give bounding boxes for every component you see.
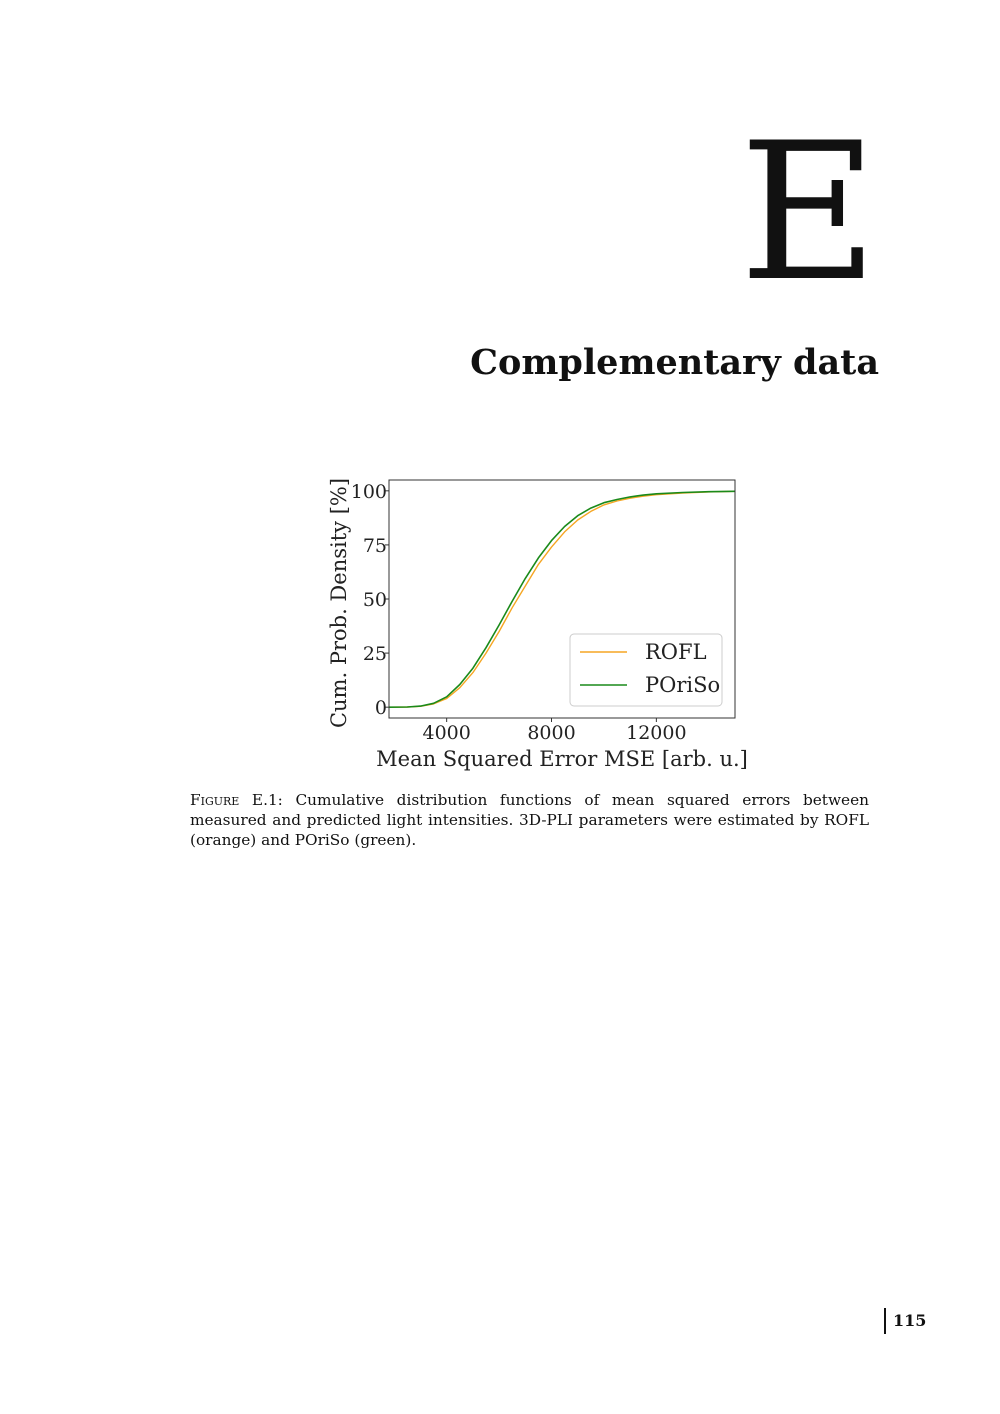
x-tick-label-12000: 12000 (626, 722, 687, 744)
figure-label: Figure E.1: (190, 791, 283, 809)
chapter-title: Complementary data (470, 342, 879, 383)
cdf-chart (320, 470, 750, 780)
y-tick-label-75: 75 (362, 534, 387, 557)
plot-area (327, 478, 748, 771)
figure-caption-text: Cumulative distribution functions of mean squared errors between measured and predicted light intensities. 3D-PLI parameters were estimated by ROFL (orange) and POriSo (green). (190, 791, 869, 849)
legend-label-poriso: POriSo (645, 673, 721, 697)
y-tick-label-25: 25 (362, 643, 387, 666)
y-tick-label-0: 0 (374, 697, 387, 720)
chapter-letter: E (739, 102, 878, 323)
x-tick-label-4000: 4000 (422, 722, 471, 744)
figure-caption (190, 790, 869, 850)
x-tick-label-8000: 8000 (527, 722, 576, 744)
y-axis-label: Cum. Prob. Density [%] (327, 477, 351, 729)
legend-label-rofl: ROFL (645, 640, 707, 664)
y-tick-label-50: 50 (362, 589, 387, 611)
x-axis-label: Mean Squared Error MSE [arb. u.] (376, 747, 748, 771)
page-number: 115 (884, 1308, 926, 1334)
cdf-figure (320, 470, 750, 780)
y-tick-label-100: 100 (350, 480, 387, 503)
